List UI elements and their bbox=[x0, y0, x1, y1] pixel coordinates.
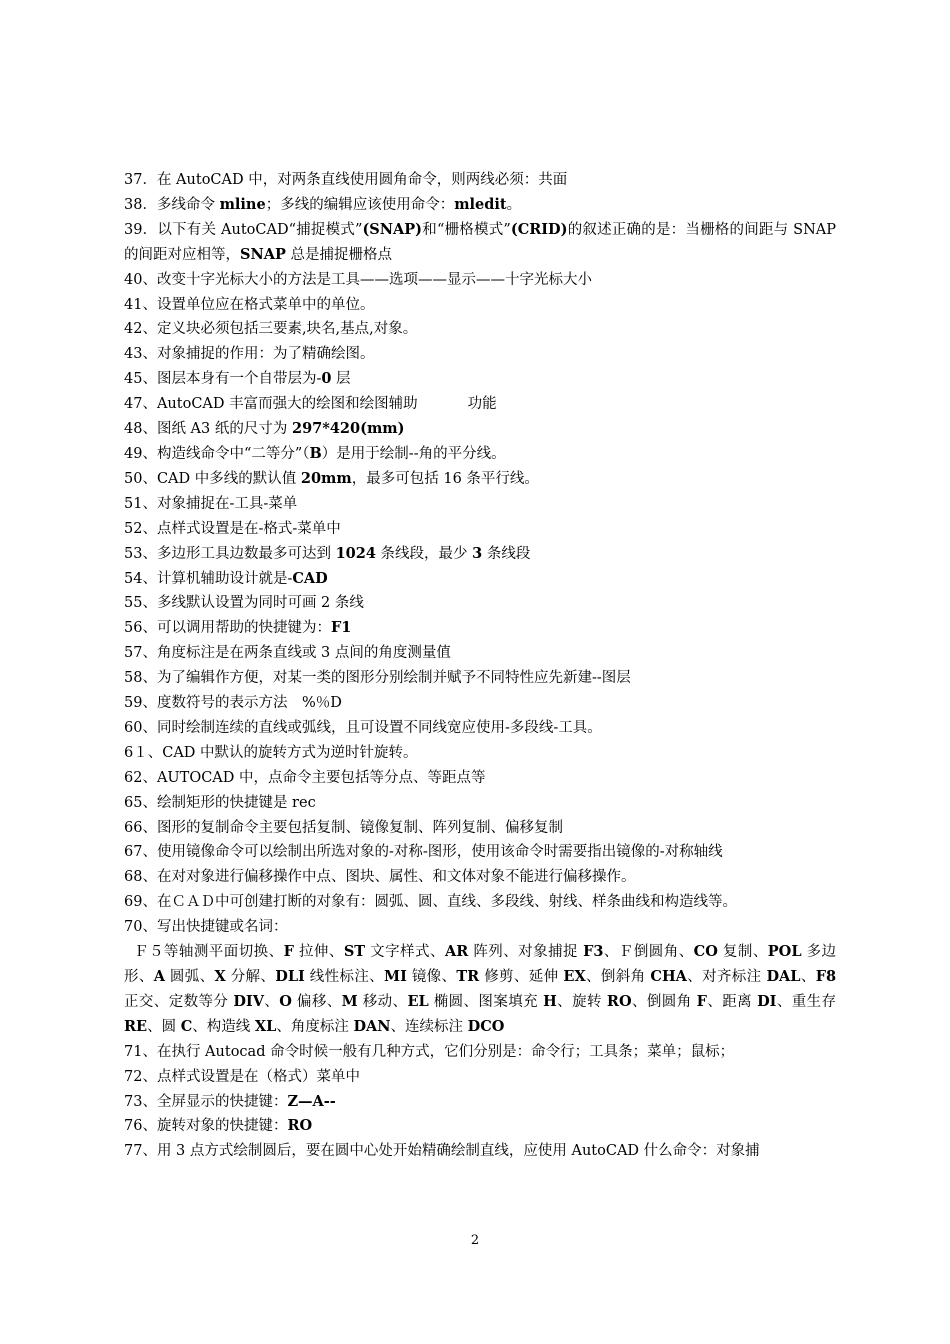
text-segment: 77、用 3 点方式绘制圆后，要在圆中心处开始精确绘制直线，应使用 AutoCAD 什么命令：对象捕 bbox=[124, 1143, 760, 1160]
bold-text-segment: AR bbox=[444, 943, 469, 961]
text-line bbox=[124, 865, 836, 890]
bold-text-segment: CO bbox=[693, 943, 718, 961]
bold-text-segment: SNAP bbox=[240, 245, 286, 263]
text-segment: 76、旋转对象的快捷键： bbox=[124, 1118, 288, 1135]
text-segment: 68、在对对象进行偏移操作中点、图块、属性、和文体对象不能进行偏移操作。 bbox=[124, 869, 636, 886]
text-line bbox=[124, 691, 836, 716]
text-segment: 、倒斜角 bbox=[585, 969, 651, 985]
text-line bbox=[124, 317, 836, 342]
text-segment: ）是用于绘制--角的平分线。 bbox=[321, 445, 506, 462]
text-segment: 层 bbox=[331, 371, 351, 388]
text-segment: 54、计算机辅助设计就是- bbox=[124, 570, 293, 587]
bold-text-segment: F1 bbox=[330, 619, 352, 637]
bold-text-segment: O bbox=[279, 992, 292, 1010]
text-segment: 72、点样式设置是在（格式）菜单中 bbox=[124, 1068, 360, 1085]
bold-text-segment: F8 bbox=[815, 968, 837, 985]
bold-text-segment: Z—A-- bbox=[287, 1092, 336, 1110]
text-segment: 60、同时绘制连续的直线或弧线，且可设置不同线宽应使用-多段线-工具。 bbox=[124, 719, 602, 736]
text-line bbox=[124, 1040, 836, 1065]
text-line bbox=[124, 168, 836, 193]
bold-text-segment: B bbox=[309, 444, 322, 462]
text-segment: ；多线的编辑应该使用命令： bbox=[265, 196, 455, 213]
text-line bbox=[124, 392, 836, 417]
text-segment: 40、改变十字光标大小的方法是工具——选项——显示——十字光标大小 bbox=[124, 271, 592, 288]
bold-text-segment: 1024 bbox=[335, 544, 376, 562]
bold-text-segment: F bbox=[283, 943, 294, 961]
text-segment: 修剪、延伸 bbox=[479, 969, 564, 985]
text-segment: 。 bbox=[506, 196, 522, 213]
text-segment: 59、度数符号的表示方法 %％D bbox=[124, 695, 342, 712]
text-segment: 分解、 bbox=[225, 969, 276, 985]
text-segment: 功能 bbox=[467, 396, 497, 413]
text-segment: 多边形、 bbox=[124, 944, 837, 985]
text-line bbox=[124, 268, 836, 293]
text-line bbox=[124, 616, 836, 641]
text-line bbox=[124, 293, 836, 318]
text-segment: 、对齐标注 bbox=[686, 969, 767, 985]
text-segment: 55、多线默认设置为同时可画 2 条线 bbox=[124, 595, 364, 612]
text-line bbox=[124, 467, 836, 492]
text-segment: 48、图纸 A3 纸的尺寸为 bbox=[124, 421, 292, 438]
text-segment: 、 bbox=[800, 969, 816, 985]
text-segment: 53、多边形工具边数最多可达到 bbox=[124, 545, 336, 562]
text-segment: 、旋转 bbox=[556, 993, 607, 1010]
bold-text-segment: DCO bbox=[467, 1017, 505, 1035]
text-line bbox=[124, 741, 836, 766]
text-segment: 67、使用镜像命令可以绘制出所选对象的-对称-图形，使用该命令时需要指出镜像的-对称轴线 bbox=[124, 844, 723, 861]
text-segment: 58、为了编辑作方便，对某一类的图形分别绘制并赋予不同特性应先新建--图层 bbox=[124, 670, 631, 687]
text-segment: 、倒圆角 bbox=[631, 993, 697, 1010]
text-segment: 线性标注、 bbox=[304, 969, 385, 985]
text-segment: 镜像、 bbox=[406, 969, 457, 985]
bold-text-segment: MI bbox=[384, 968, 407, 985]
text-segment: 条线段，最少 bbox=[375, 545, 473, 562]
text-segment: 65、绘制矩形的快捷键是 rec bbox=[124, 794, 316, 811]
text-segment: 、 bbox=[263, 993, 280, 1010]
page-number: 2 bbox=[470, 1233, 480, 1248]
bold-text-segment: mledit bbox=[454, 195, 507, 213]
text-segment: 62、AUTOCAD 中，点命令主要包括等分点、等距点等 bbox=[124, 769, 486, 786]
bold-text-segment: EX bbox=[563, 968, 586, 985]
text-line bbox=[124, 666, 836, 691]
bold-text-segment: DAL bbox=[766, 968, 801, 985]
text-segment: 50、CAD 中多线的默认值 bbox=[124, 470, 301, 487]
text-line bbox=[124, 766, 836, 791]
text-line bbox=[124, 218, 836, 268]
text-line bbox=[124, 641, 836, 666]
text-segment: 6１、CAD 中默认的旋转方式为逆时针旋转。 bbox=[124, 744, 418, 761]
bold-text-segment: DAN bbox=[353, 1017, 391, 1035]
text-segment: 70、写出快捷键或名词： bbox=[124, 919, 288, 936]
text-line bbox=[124, 940, 836, 1040]
text-segment: 、圆 bbox=[147, 1018, 181, 1035]
bold-text-segment: X bbox=[214, 968, 226, 985]
bold-text-segment: 3 bbox=[472, 544, 483, 562]
bold-text-segment: ST bbox=[343, 943, 366, 961]
text-line bbox=[124, 791, 836, 816]
document-body bbox=[124, 168, 836, 1164]
text-segment: ，最多可包括 16 条平行线。 bbox=[351, 470, 539, 487]
text-segment: 49、构造线命令中“二等分”（ bbox=[124, 445, 310, 462]
text-line bbox=[124, 1065, 836, 1090]
bold-text-segment: DI bbox=[757, 992, 777, 1010]
text-segment: 47、AutoCAD 丰富而强大的绘图和绘图辅助 bbox=[124, 396, 418, 413]
text-line bbox=[124, 1139, 836, 1164]
text-segment: 总是捕捉栅格点 bbox=[285, 246, 392, 263]
text-segment: 57、角度标注是在两条直线或 3 点间的角度测量值 bbox=[124, 645, 451, 662]
text-line bbox=[124, 816, 836, 841]
text-segment: 73、全屏显示的快捷键： bbox=[124, 1093, 288, 1110]
text-segment: 拉伸、 bbox=[293, 944, 344, 961]
text-segment: 69、在ＣＡＤ中可创建打断的对象有：圆弧、圆、直线、多段线、射线、样条曲线和构造线等。 bbox=[124, 894, 737, 911]
text-segment: 条线段 bbox=[482, 545, 531, 562]
bold-text-segment: F3 bbox=[583, 943, 604, 961]
text-segment: 38．多线命令 bbox=[124, 196, 220, 213]
text-line bbox=[124, 591, 836, 616]
bold-text-segment: 0 bbox=[321, 370, 332, 388]
text-segment: 45、图层本身有一个自带层为- bbox=[124, 371, 322, 388]
text-line bbox=[124, 1090, 836, 1115]
text-segment: 复制、 bbox=[717, 944, 768, 961]
text-segment: 椭圆、图案填充 bbox=[428, 993, 544, 1010]
text-line bbox=[124, 492, 836, 517]
text-segment: 正交、定数等分 bbox=[124, 993, 234, 1010]
text-segment: 42、定义块必须包括三要素,块名,基点,对象。 bbox=[124, 321, 418, 338]
text-segment: 39．以下有关 AutoCAD“捕捉模式” bbox=[124, 221, 363, 238]
text-line bbox=[124, 890, 836, 915]
text-line bbox=[124, 1114, 836, 1139]
text-line bbox=[124, 915, 836, 940]
text-segment: 移动、 bbox=[357, 993, 408, 1010]
bold-text-segment: F bbox=[696, 992, 707, 1010]
text-segment: 阵列、对象捕捉 bbox=[468, 944, 584, 961]
text-segment: 的叙述正确的是：当栅格的间距与 SNAP 的间距对应相等， bbox=[124, 221, 836, 263]
bold-text-segment: RO bbox=[287, 1117, 313, 1135]
text-segment: 56、可以调用帮助的快捷键为： bbox=[124, 620, 331, 637]
text-segment: 66、图形的复制命令主要包括复制、镜像复制、阵列复制、偏移复制 bbox=[124, 819, 563, 836]
text-segment: 、角度标注 bbox=[276, 1018, 354, 1035]
text-segment: 71、在执行 Autocad 命令时候一般有几种方式，它们分别是：命令行；工具条；菜单；鼠标； bbox=[124, 1043, 735, 1060]
text-line bbox=[124, 517, 836, 542]
text-segment: 、连续标注 bbox=[390, 1018, 468, 1035]
bold-text-segment: XL bbox=[254, 1017, 277, 1035]
bold-text-segment: TR bbox=[456, 968, 480, 985]
bold-text-segment: EL bbox=[407, 992, 429, 1010]
bold-text-segment: 297*420(mm) bbox=[291, 420, 405, 438]
bold-text-segment: (CRID) bbox=[510, 220, 568, 238]
bold-text-segment: mline bbox=[219, 195, 266, 213]
bold-text-segment: C bbox=[180, 1017, 193, 1035]
bold-text-segment: (SNAP) bbox=[362, 220, 423, 238]
bold-text-segment: 20mm bbox=[300, 469, 352, 487]
bold-text-segment: CHA bbox=[650, 968, 687, 985]
text-segment: 和“栅格模式” bbox=[422, 221, 511, 238]
text-segment: 、距离 bbox=[706, 993, 758, 1010]
text-segment: 52、点样式设置是在-格式-菜单中 bbox=[124, 520, 341, 537]
text-segment: 文字样式、 bbox=[365, 944, 445, 961]
text-segment: 、构造线 bbox=[192, 1018, 255, 1035]
bold-text-segment: RE bbox=[124, 1017, 148, 1035]
bold-text-segment: POL bbox=[767, 943, 802, 961]
text-line bbox=[124, 367, 836, 392]
text-segment: 41、设置单位应在格式菜单中的单位。 bbox=[124, 296, 375, 313]
text-segment: 43、对象捕捉的作用：为了精确绘图。 bbox=[124, 346, 375, 363]
text-segment: 37．在 AutoCAD 中，对两条直线使用圆角命令，则两线必须：共面 bbox=[124, 172, 568, 188]
bold-text-segment: DLI bbox=[275, 968, 305, 985]
text-segment: Ｆ５等轴测平面切换、 bbox=[134, 944, 284, 961]
text-line bbox=[124, 716, 836, 741]
bold-text-segment: CAD bbox=[292, 569, 328, 587]
bold-text-segment: M bbox=[341, 992, 358, 1010]
text-segment: 、Ｆ倒圆角、 bbox=[603, 944, 694, 961]
text-line bbox=[124, 342, 836, 367]
text-line bbox=[124, 442, 836, 467]
text-segment: 偏移、 bbox=[291, 993, 342, 1010]
bold-text-segment: A bbox=[153, 968, 165, 985]
text-line bbox=[124, 567, 836, 592]
text-line bbox=[124, 542, 836, 567]
text-line bbox=[124, 840, 836, 865]
text-segment: 圆弧、 bbox=[164, 969, 215, 985]
text-segment: 51、对象捕捉在-工具-菜单 bbox=[124, 495, 298, 512]
bold-text-segment: RO bbox=[606, 992, 632, 1010]
text-segment: 、重生存 bbox=[776, 993, 837, 1010]
bold-text-segment: H bbox=[543, 992, 557, 1010]
bold-text-segment: DIV bbox=[233, 992, 264, 1010]
text-line bbox=[124, 193, 836, 218]
text-line bbox=[124, 417, 836, 442]
